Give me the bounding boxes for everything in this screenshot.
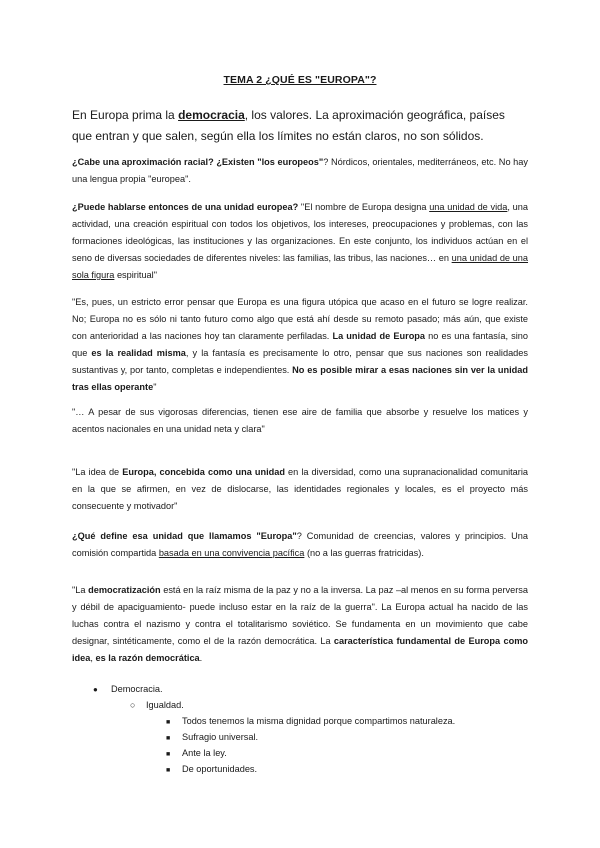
list-item-label: Igualdad. [146, 700, 184, 710]
unidad-underline-1: una unidad de vida [429, 202, 508, 212]
intro-text-a: En Europa prima la [72, 108, 179, 122]
error-bold-1: La unidad de Europa [332, 331, 426, 341]
bullet-square-icon: ■ [166, 719, 171, 726]
demo-bold-2: característica fundamental de Europa como idea [72, 636, 528, 663]
list-item-label: De oportunidades. [182, 764, 258, 774]
intro-text-c: , los valores. La aproximación geográfica, países que entran y que salen, según ella los límites no están claros, no son sólidos. [72, 108, 505, 143]
error-bold-3: No es posible mirar a esas naciones sin ver la unidad tras ellas operante [72, 365, 528, 392]
list-item-label: Sufragio universal. [182, 732, 259, 742]
paragraph-error-utopia [72, 294, 528, 396]
paragraph-democratizacion [72, 582, 528, 667]
diferencias-text: "… A pesar de sus vigorosas diferencias, tienen ese aire de familia que absorbe y resuelve los matices y acentos nacionales en una unidad neta y clara" [72, 407, 528, 434]
define-question: ¿Qué define esa unidad que llamamos "Europa" [72, 531, 297, 541]
paragraph-racial [72, 154, 528, 188]
define-text-1: ? Comunidad de creencias, valores y principios. Una comisión compartida [72, 531, 529, 558]
error-text-2: no es una fantasía, sino que [72, 331, 528, 358]
idea-text-2: en la diversidad, como una supranacionalidad comunitaria en la que se afirmen, en vez de dislocarse, las identidades regionales y locales, es el proyecto más consecuente y motivador" [72, 467, 528, 511]
unidad-text-3: espiritual" [114, 270, 157, 280]
error-bold-2: es la realidad misma [91, 348, 186, 358]
unidad-underline-2: una unidad de una sola figura [72, 253, 529, 280]
error-text-3: , y la fantasía es precisamente lo otro, pensar que sus naciones son realidades sustantivas y, por tanto, completas e independientes. [72, 348, 528, 375]
idea-bold: Europa, concebida como una unidad [122, 467, 285, 477]
demo-text-1: "La [72, 585, 89, 595]
racial-europeos: "los europeos" [257, 157, 324, 167]
demo-bold-3: es la razón democrática [95, 653, 200, 663]
list-item-democracia [93, 681, 163, 698]
demo-bold-1: democratización [88, 585, 161, 595]
paragraph-idea-europa [72, 464, 528, 515]
paragraph-diferencias [72, 404, 528, 438]
intro-democracia: democracia [178, 108, 245, 122]
racial-text: ? Nórdicos, orientales, mediterráneos, etc. No hay una lengua propia "europea". [72, 157, 528, 184]
list-item-label: Ante la ley. [182, 748, 227, 758]
bullet-square-icon: ■ [166, 767, 171, 774]
define-underline: basada en una convivencia pacífica [158, 548, 305, 558]
racial-question: ¿Cabe una aproximación racial? ¿Existen [72, 157, 258, 167]
paragraph-define-unidad [72, 528, 528, 562]
unidad-text-1: "El nombre de Europa designa [298, 202, 430, 212]
bullet-disc-icon: ● [93, 685, 98, 694]
idea-text-1: "La idea de [72, 467, 123, 477]
demo-text-2: está en la raíz misma de la paz y no a la inversa. La paz –al menos en su forma perversa y débil de apaciguamiento- puede incluso estar en la raíz de la guerra". La Europa actual ha nacido de las luchas contra el nazismo y contra el totalitarismo soviético. Se fundamenta en un movimiento que cabe designar, sintéticamente, como el de la razón democrática. La [72, 585, 528, 646]
list-item-igualdad [130, 697, 184, 713]
bullet-circle-icon: ○ [130, 700, 136, 710]
define-text-2: (no a las guerras fratricidas). [304, 548, 424, 558]
error-text-4: " [153, 382, 157, 392]
page-title: TEMA 2 ¿QUÉ ES "EUROPA"? [223, 74, 377, 86]
paragraph-unidad-europea [72, 199, 528, 284]
intro-paragraph [72, 105, 528, 146]
bullet-square-icon: ■ [166, 751, 171, 758]
unidad-text-2: , una actividad, una creación espiritual con todos los objetivos, los intereses, preocupaciones y problemas, con las formaciones ideológicas, las instituciones y las organizaciones. En este conjunto, los individuos actúan en el seno de diversas sociedades de diferentes niveles: las familias, las tribus, las naciones… en [72, 202, 528, 263]
demo-text-3: , [90, 653, 96, 663]
demo-text-4: . [199, 653, 203, 663]
error-text-1: "Es, pues, un estricto error pensar que Europa es una figura utópica que acaso en el futuro se logre realizar. No; Europa no es sólo ni tanto futuro como algo que está ahí desde su remoto pasado; más aún, que existe con anterioridad a las naciones hoy tan claramente perfiladas. [72, 297, 528, 341]
list-item-label: Democracia. [111, 684, 163, 694]
unidad-question: ¿Puede hablarse entonces de una unidad europea? [72, 202, 299, 212]
list-item-label: Todos tenemos la misma dignidad porque compartimos naturaleza. [182, 716, 456, 726]
list-item-oportunidades [166, 761, 257, 779]
bullet-square-icon: ■ [166, 735, 171, 742]
